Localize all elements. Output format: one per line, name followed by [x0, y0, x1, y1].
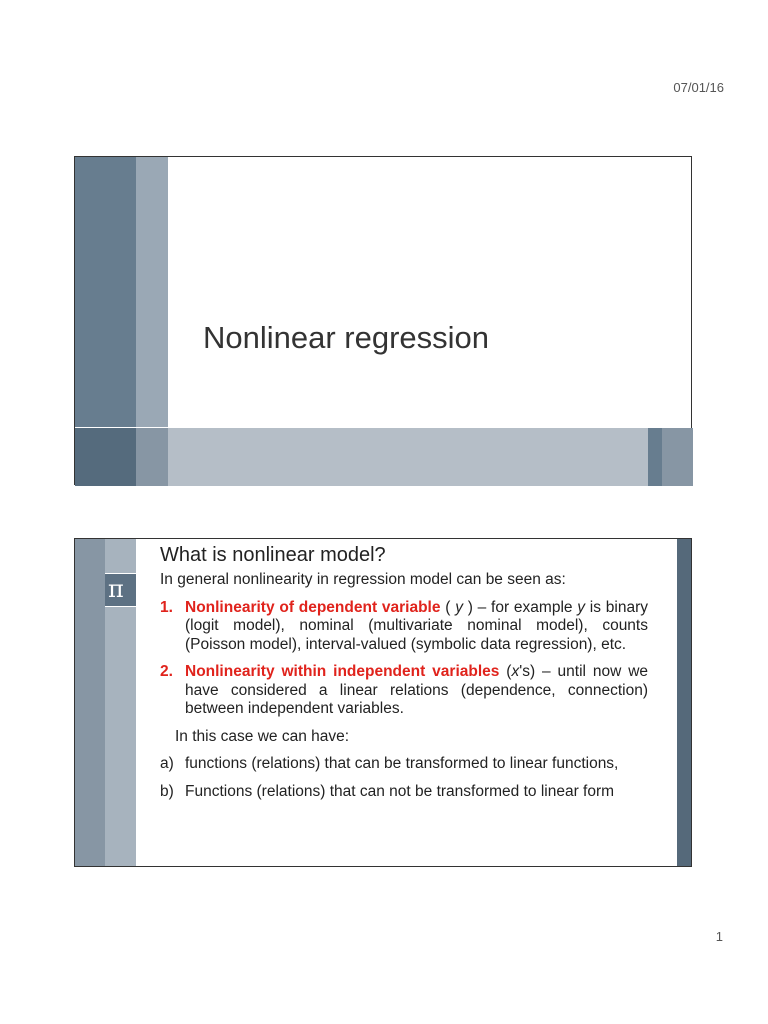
option-marker: b) [160, 782, 174, 800]
item-text: 's) – until now we have considered a linear relations (dependence, connection) between independent variables. [185, 663, 649, 717]
variable-x: x [511, 663, 520, 680]
slide-body [160, 544, 648, 810]
case-text: In this case we can have: [175, 727, 350, 745]
slide-right-bar [677, 539, 691, 866]
pi-logo-box [75, 428, 136, 486]
item-text: ( [499, 663, 512, 680]
list-item-1 [160, 599, 648, 655]
item-heading: Nonlinearity of dependent variable [185, 598, 441, 616]
item-text: is binary (logit model), nominal (multivariate nominal model), counts (Poisson model), interval-valued (symbolic data regression), etc. [185, 598, 648, 653]
option-marker: a) [160, 755, 174, 772]
content-slide [74, 538, 692, 867]
slide-title: What is nonlinear model? [160, 544, 386, 566]
item-number: 1. [160, 598, 173, 616]
option-text: functions (relations) that can be transformed to linear functions, [185, 755, 619, 772]
pi-icon: π [108, 575, 124, 603]
slide-sidebar-light [136, 157, 168, 427]
pi-logo-box [105, 573, 136, 607]
slide-footer-accent [648, 428, 662, 486]
slide-sidebar-dark [75, 157, 136, 427]
intro-text: In general nonlinearity in regression model can be seen as: [160, 571, 566, 588]
title-slide [74, 156, 692, 485]
option-text: Functions (relations) that can not be transformed to linear form [185, 782, 615, 800]
slide-footer-end [662, 428, 693, 486]
variable-y: y [455, 598, 463, 616]
slide-footer-band [168, 428, 648, 486]
item-heading: Nonlinearity within independent variables [185, 663, 500, 680]
item-number: 2. [160, 663, 173, 680]
item-text: ( [440, 598, 456, 616]
list-item-2 [160, 663, 648, 719]
option-b [160, 783, 648, 802]
variable-y: y [577, 598, 586, 616]
item-text: ) – for example [462, 598, 578, 616]
page-number: 1 [715, 929, 723, 944]
date-header: 07/01/16 [673, 80, 724, 95]
option-a [160, 755, 648, 774]
slide-sidebar-dark [75, 539, 105, 866]
slide-title: Nonlinear regression [203, 320, 490, 355]
slide-footer-block [136, 428, 168, 486]
